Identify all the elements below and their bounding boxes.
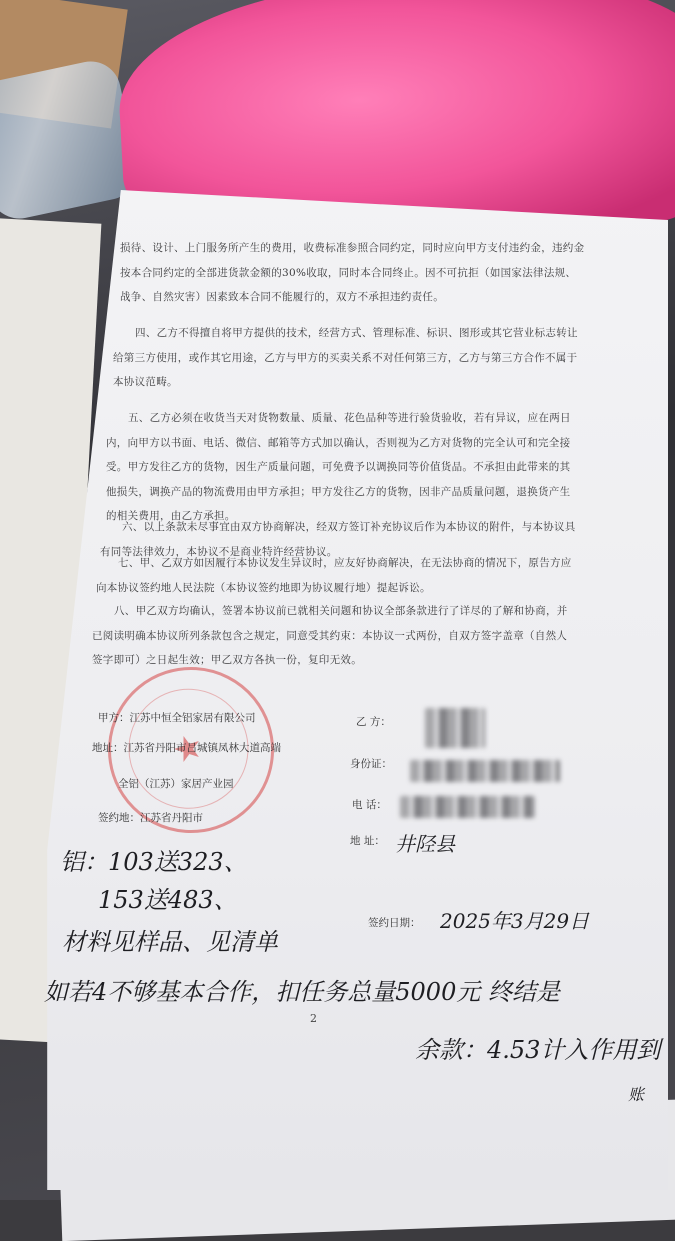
sign-date-handwritten: 2025年3月29日 (440, 909, 590, 933)
clause-6: 六、以上条款未尽事宜由双方协商解决，经双方签订补充协议后作为本协议的附件，与本协议具有同等法律效力，本协议不是商业特许经营协议。 (100, 521, 576, 558)
party-b-name-label: 乙 方： (356, 716, 391, 728)
party-a-sign-place: 签约地：江苏省丹阳市 (98, 812, 203, 824)
clause-5: 五、乙方必须在收货当天对货物数量、质量、花色品种等进行验货验收，若有异议，应在两日内，向甲方以书面、电话、微信、邮箱等方式加以确认，否则视为乙方对货物的完全认可和完全接受。甲方发往乙方的货物，因生产质量问题，可免费予以调换同等价值货品。不承担由此带来的其他损失，调换产品的物流费用由甲方承担；甲方发往乙方的货物，因非产品质量问题，退换货产生的相关费用，由乙方承担。 (106, 412, 571, 522)
handwritten-note-line5: 余款：4.53计入作用到 (415, 1036, 661, 1064)
party-a-address: 地址：江苏省丹阳市吕城镇凤林大道高端 (92, 742, 281, 754)
party-b-id-label: 身份证： (350, 758, 392, 770)
party-b-address-handwritten: 井陉县 (395, 832, 455, 856)
redacted-id-number (410, 760, 560, 782)
clause-3-continued: 损待、设计、上门服务所产生的费用，收费标准参照合同约定，同时应向甲方支付违约金，违约金按本合同约定的全部进货款金额的30%收取，同时本合同终止。因不可抗拒（如国家法律法规、战争、自然灾害）因素致本合同不能履行的，双方不承担违约责任。 (120, 242, 585, 303)
handwritten-note-line2: 153送483、 (98, 886, 238, 914)
seal-star-icon: ★ (167, 725, 209, 773)
redacted-phone (400, 796, 535, 818)
clause-4: 四、乙方不得擅自将甲方提供的技术，经营方式、管理标准、标识、图形或其它营业标志转让给第三方使用，或作其它用途，乙方与甲方的买卖关系不对任何第三方，乙方与第三方合作不属于本协议范畴。 (113, 327, 578, 388)
party-b-phone-label: 电 话： (352, 799, 387, 811)
page-number: 2 (310, 1012, 317, 1025)
handwritten-note-line1: 铝：103送323、 (60, 848, 248, 876)
clause-8: 八、甲乙双方均确认，签署本协议前已就相关问题和协议全部条款进行了详尽的了解和协商，并已阅读明确本协议所列条款包含之规定，同意受其约束：本协议一式两份，自双方签字盖章（自然人签字即可）之日起生效；甲乙双方各执一份，复印无效。 (92, 605, 568, 666)
handwritten-note-line6: 账 (628, 1085, 645, 1104)
party-a-address-2: 全铝（江苏）家居产业园 (118, 778, 234, 790)
handwritten-note-line3: 材料见样品、见清单 (62, 928, 278, 956)
redacted-name (425, 708, 485, 748)
clause-7: 七、甲、乙双方如因履行本协议发生异议时，应友好协商解决，在无法协商的情况下，原告方应向本协议签约地人民法院（本协议签约地即为协议履行地）提起诉讼。 (96, 557, 572, 594)
party-a-name: 甲方：江苏中恒全铝家居有限公司 (98, 712, 256, 724)
party-b-address-label: 地 址： (350, 835, 385, 847)
sign-date-label: 签约日期： (368, 917, 421, 929)
handwritten-note-line4: 如若4不够基本合作，扣任务总量5000元 终结是 (44, 978, 560, 1006)
